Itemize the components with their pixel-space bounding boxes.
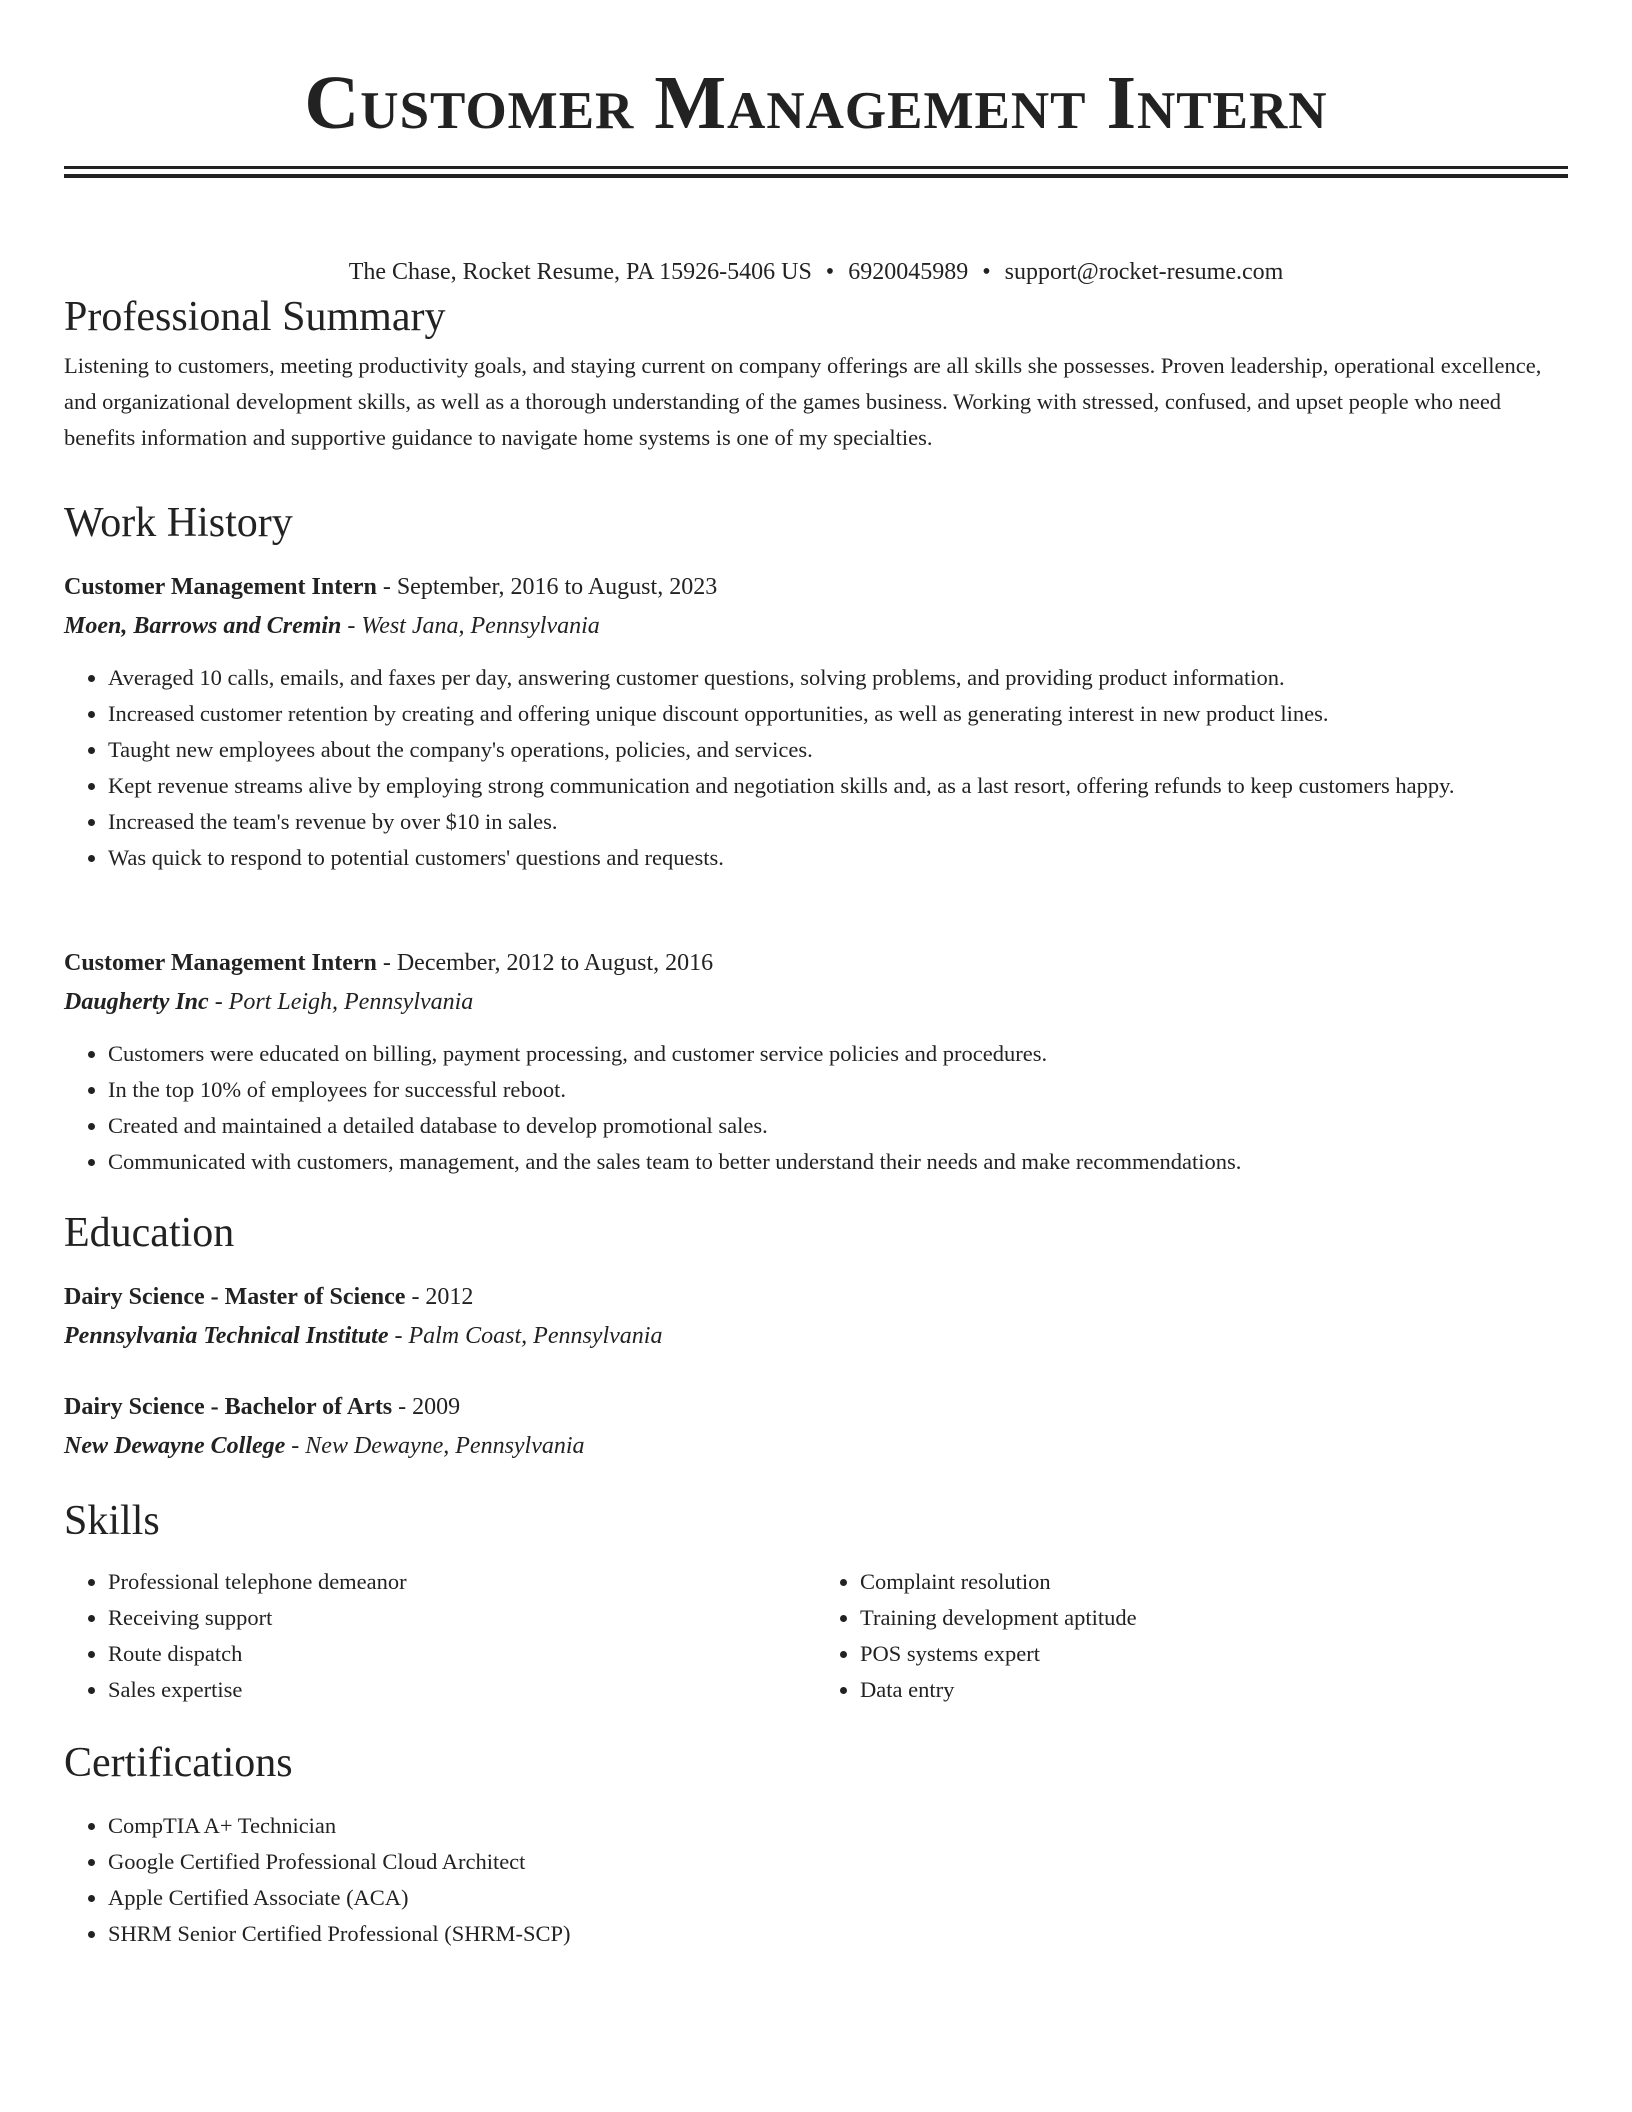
list-item: • SHRM Senior Certified Professional (SHRM-SCP) (108, 1916, 1568, 1952)
summary-heading: Professional Summary (64, 294, 446, 340)
employer-line (64, 607, 1568, 646)
header-double-rule (64, 166, 1568, 178)
list-item: • Receiving support (108, 1600, 816, 1636)
education-entry-2 (64, 1388, 1568, 1466)
list-item: • Apple Certified Associate (ACA) (108, 1880, 1568, 1916)
school-line (64, 1317, 1568, 1356)
school-location: - Palm Coast, Pennsylvania (388, 1323, 663, 1349)
summary-text: Listening to customers, meeting productivity goals, and staying current on company offerings are all skills she possesses. Proven leadership, operational excellence, and organizational development skills, as well as a thorough understanding of the games business. Working with stressed, confused, and upset people who need benefits information and supportive guidance to navigate home systems is one of my specialties. (64, 353, 1542, 450)
list-item: • Customers were educated on billing, payment processing, and customer service policies and procedures. (108, 1036, 1568, 1072)
job-dates: - September, 2016 to August, 2023 (376, 574, 718, 600)
certifications-heading: Certifications (64, 1740, 293, 1786)
employer-name: Moen, Barrows and Cremin (64, 613, 342, 639)
list-item: • Sales expertise (108, 1672, 816, 1708)
list-item: • Created and maintained a detailed database to develop promotional sales. (108, 1108, 1568, 1144)
candidate-name: Customer Management Intern (304, 61, 1328, 145)
list-item: • Was quick to respond to potential customers' questions and requests. (108, 840, 1568, 876)
list-item: • Increased customer retention by creating and offering unique discount opportunities, as well as generating interest in new product lines. (108, 696, 1568, 732)
certifications-list (64, 1808, 1568, 1952)
contact-phone: 6920045989 (848, 259, 969, 285)
contact-line (64, 256, 1568, 288)
job-title-line (64, 568, 1568, 607)
contact-separator: • (825, 259, 835, 285)
list-item: • Training development aptitude (860, 1600, 1568, 1636)
list-item: • Data entry (860, 1672, 1568, 1708)
job-entry-1 (64, 568, 1568, 876)
employer-location: - Port Leigh, Pennsylvania (208, 989, 474, 1015)
list-item: • Taught new employees about the company's operations, policies, and services. (108, 732, 1568, 768)
job-dates: - December, 2012 to August, 2016 (376, 950, 714, 976)
degree-year: - 2009 (392, 1394, 461, 1420)
degree-year: - 2012 (405, 1284, 474, 1310)
work-history-heading: Work History (64, 500, 293, 546)
list-item: • POS systems expert (860, 1636, 1568, 1672)
skills-heading: Skills (64, 1498, 160, 1544)
job-role: Customer Management Intern (64, 574, 377, 600)
school-name: New Dewayne College (64, 1433, 286, 1459)
school-line (64, 1427, 1568, 1466)
list-item: • Complaint resolution (860, 1564, 1568, 1600)
contact-email: support@rocket-resume.com (1004, 259, 1284, 285)
job-title-line (64, 944, 1568, 983)
skills-column-right (816, 1564, 1568, 1708)
skills-grid (64, 1564, 1568, 1708)
employer-line (64, 983, 1568, 1022)
contact-address: The Chase, Rocket Resume, PA 15926-5406 US (348, 259, 812, 285)
job-bullets (64, 660, 1568, 876)
education-heading: Education (64, 1210, 235, 1256)
education-entry-1 (64, 1278, 1568, 1356)
skills-column-left (64, 1564, 816, 1708)
list-item: • Averaged 10 calls, emails, and faxes per day, answering customer questions, solving problems, and providing product information. (108, 660, 1568, 696)
degree-name: Dairy Science - Master of Science (64, 1284, 406, 1310)
job-role: Customer Management Intern (64, 950, 377, 976)
list-item: • In the top 10% of employees for successful reboot. (108, 1072, 1568, 1108)
employer-name: Daugherty Inc (64, 989, 209, 1015)
list-item: • Professional telephone demeanor (108, 1564, 816, 1600)
list-item: • Kept revenue streams alive by employing strong communication and negotiation skills and, as a last resort, offering refunds to keep customers happy. (108, 768, 1568, 804)
degree-line (64, 1278, 1568, 1317)
contact-separator: • (982, 259, 991, 285)
job-bullets (64, 1036, 1568, 1180)
employer-location: - West Jana, Pennsylvania (341, 613, 600, 639)
list-item: • Communicated with customers, management, and the sales team to better understand their needs and make recommendations. (108, 1144, 1568, 1180)
degree-line (64, 1388, 1568, 1427)
school-name: Pennsylvania Technical Institute (64, 1323, 389, 1349)
degree-name: Dairy Science - Bachelor of Arts (64, 1394, 393, 1420)
list-item: • CompTIA A+ Technician (108, 1808, 1568, 1844)
job-entry-2 (64, 944, 1568, 1180)
list-item: • Increased the team's revenue by over $10 in sales. (108, 804, 1568, 840)
list-item: • Google Certified Professional Cloud Architect (108, 1844, 1568, 1880)
list-item: • Route dispatch (108, 1636, 816, 1672)
school-location: - New Dewayne, Pennsylvania (285, 1433, 585, 1459)
